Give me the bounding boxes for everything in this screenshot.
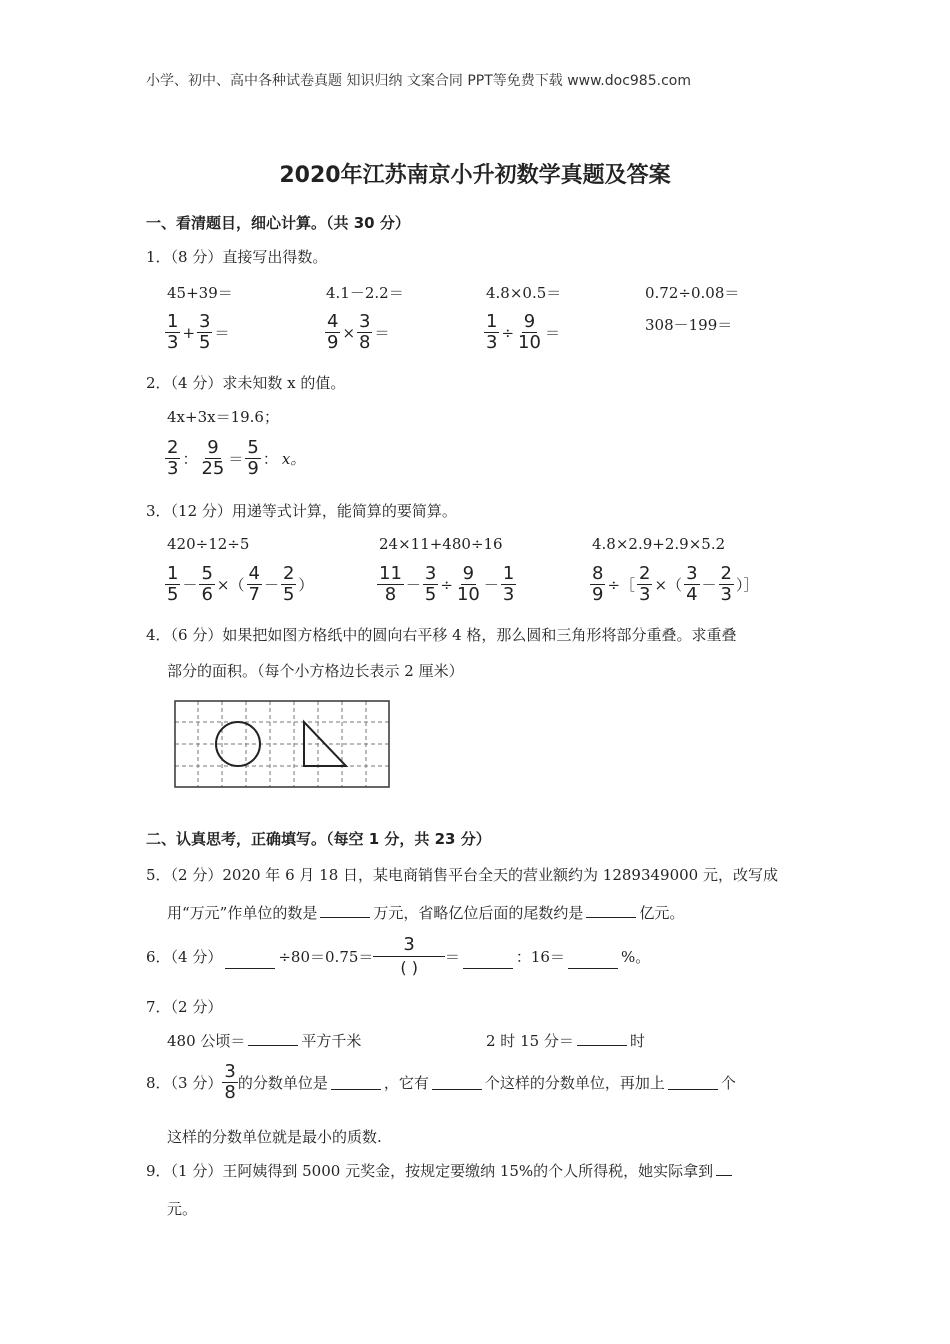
answer-blank[interactable] (568, 954, 618, 969)
section-1-heading: 一、看清题目，细心计算。（共 30 分） (146, 214, 410, 232)
answer-blank[interactable] (225, 954, 275, 969)
q2-equation-1: 4x+3x＝19.6； (167, 408, 279, 426)
section-2-heading: 二、认真思考，正确填写。（每空 1 分，共 23 分） (146, 830, 491, 848)
q1-expr-1: $\frac{1}{3}$ + $\frac{3}{5}$ ＝ (167, 311, 230, 353)
answer-blank[interactable] (432, 1075, 482, 1090)
q4-text-line-1: 4．（6 分）如果把如图方格纸中的圆向右平移 4 格，那么圆和三角形将部分重叠。求重叠 (146, 626, 737, 644)
q2-stem: 2．（4 分）求未知数 x 的值。 (146, 374, 346, 392)
q9-line-1: 9．（1 分）王阿姨得到 5000 元奖金，按规定要缴纳 15%的个人所得税，她实际拿到 (146, 1160, 735, 1181)
q3-expr-3: $\frac{8}{9}$ ÷［ $\frac{2}{3}$ ×（ $\frac{3}{4}$ － $\frac{2}{3}$ ）］ (592, 563, 759, 605)
q5-text-line-2: 用“万元”作单位的数是 万元，省略亿位后面的尾数约是 亿元。 (167, 904, 685, 922)
q3-item: 4.8×2.9+2.9×5.2 (592, 535, 726, 553)
q7-stem: 7．（2 分） (146, 998, 223, 1016)
q8-line-2: 这样的分数单位就是最小的质数. (167, 1128, 382, 1146)
q1-expr-2: $\frac{4}{9}$ × $\frac{3}{8}$ ＝ (327, 311, 390, 353)
page-header: 小学、初中、高中各种试卷真题 知识归纳 文案合同 PPT等免费下载 www.doc985.com (146, 73, 691, 89)
q7-item-1: 480 公顷＝ 平方千米 (167, 1032, 362, 1050)
q1-item: 308－199＝ (645, 316, 733, 334)
answer-blank[interactable] (716, 1161, 732, 1176)
q5-text-line-1: 5．（2 分）2020 年 6 月 18 日，某电商销售平台全天的营业额约为 1289349000 元，改写成 (146, 866, 778, 884)
q1-expr-3: $\frac{1}{3}$ ÷ $\frac{9}{10}$ ＝ (486, 311, 560, 353)
q3-item: 420÷12÷5 (167, 535, 250, 553)
q3-expr-2: $\frac{11}{8}$ － $\frac{3}{5}$ ÷ $\frac{9}{10}$ － $\frac{1}{3}$ (379, 563, 515, 605)
q7-item-2: 2 时 15 分＝ 时 (486, 1032, 645, 1050)
q1-item: 4.1－2.2＝ (326, 284, 404, 302)
answer-blank[interactable] (586, 903, 636, 918)
answer-blank[interactable] (248, 1031, 298, 1046)
q4-text-line-2: 部分的面积。（每个小方格边长表示 2 厘米） (167, 662, 464, 680)
answer-blank[interactable] (577, 1031, 627, 1046)
q1-stem: 1．（8 分）直接写出得数。 (146, 248, 328, 266)
q1-item: 0.72÷0.08＝ (645, 284, 740, 302)
answer-blank[interactable] (320, 903, 370, 918)
grid-lines (175, 701, 389, 787)
answer-blank[interactable] (331, 1075, 381, 1090)
q8-line-1: 8．（3 分） $\frac{3}{8}$ 的分数单位是 ，它有 个这样的分数单位，再加上 个 (146, 1061, 736, 1103)
page-title: 2020年江苏南京小升初数学真题及答案 (279, 163, 671, 188)
q3-stem: 3．（12 分）用递等式计算，能简算的要简算。 (146, 502, 457, 520)
answer-blank[interactable]: ( ) (400, 958, 418, 977)
q6-line: 6．（4 分） ÷80＝0.75＝ 3 ( ) ＝ ：16＝ %。 (146, 934, 651, 977)
q9-line-2: 元。 (167, 1200, 198, 1218)
answer-blank[interactable] (463, 954, 513, 969)
q3-item: 24×11+480÷16 (379, 535, 503, 553)
answer-blank[interactable] (668, 1075, 718, 1090)
q2-equation-2: $\frac{2}{3}$ ： $\frac{9}{25}$ ＝ $\frac{5}{9}$ ： x。 (167, 437, 306, 479)
q3-expr-1: $\frac{1}{5}$ － $\frac{5}{6}$ ×（ $\frac{4}{7}$ － $\frac{2}{5}$ ） (167, 563, 314, 605)
q1-item: 45+39＝ (167, 284, 233, 302)
q4-grid-figure (174, 700, 390, 788)
q1-item: 4.8×0.5＝ (486, 284, 562, 302)
